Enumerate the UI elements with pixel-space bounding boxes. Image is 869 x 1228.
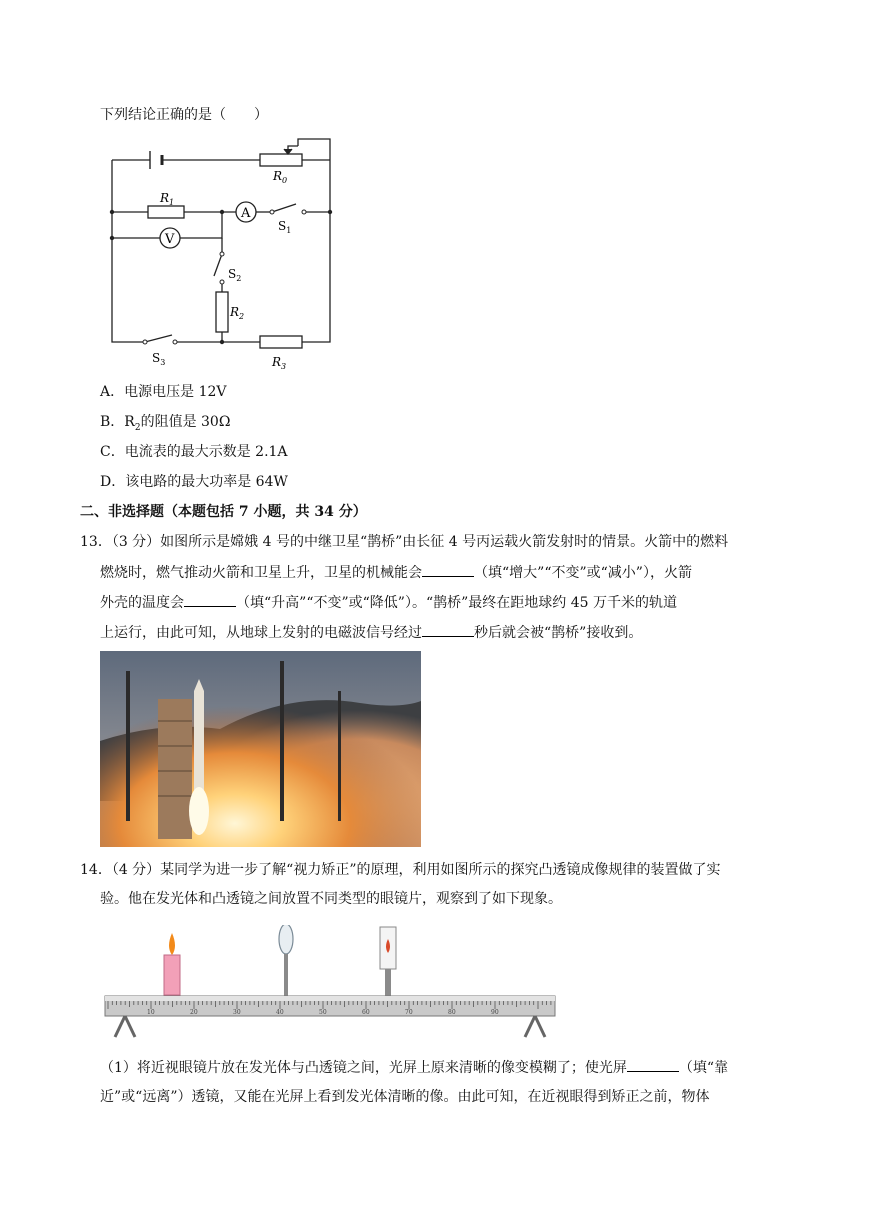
r1-label: R	[160, 191, 170, 205]
convex-lens	[279, 925, 293, 954]
option-a: A．电源电压是 12V	[100, 384, 227, 400]
q14-line-1: 14．（4 分）某同学为进一步了解“视力矫正”的原理，利用如图所示的探究凸透镜成像规律的装置做了实	[80, 862, 721, 878]
s2-sub: 2	[236, 274, 242, 283]
svg-text:R1	[159, 191, 174, 207]
r0-label: R	[273, 169, 283, 183]
option-d: D．该电路的最大功率是 64W	[100, 474, 288, 490]
candle-flame	[169, 933, 175, 955]
circuit-diagram	[100, 132, 345, 372]
ruler-tick-label: 90	[491, 1009, 499, 1016]
r0-sub: 0	[282, 176, 288, 185]
voltmeter-label: V	[165, 232, 175, 247]
q13-line-2: 燃烧时，燃气推动火箭和卫星上升，卫星的机械能会 （填“增大”“不变”或“减小”），火箭	[100, 562, 692, 583]
ruler-tick-label: 10	[147, 1009, 155, 1016]
r2-sub: 2	[239, 312, 245, 321]
answer-blank[interactable]	[422, 622, 474, 637]
s1-sub: 1	[286, 226, 292, 235]
ruler-tick-label: 40	[276, 1009, 284, 1016]
svg-text:S2	[228, 267, 241, 283]
ruler-tick-label: 80	[448, 1009, 456, 1016]
svg-text:S1	[278, 219, 291, 235]
ruler-tick-label: 60	[362, 1009, 370, 1016]
r3-sub: 3	[281, 362, 287, 371]
r1-sub: 1	[169, 198, 175, 207]
question-intro: 下列结论正确的是（ ）	[100, 107, 268, 123]
ruler-tick-label: 70	[405, 1009, 413, 1016]
r2-label: R	[230, 305, 240, 319]
q14-p1-line-2: 近”或“远离”）透镜，又能在光屏上看到发光体清晰的像。由此可知，在近视眼得到矫正之前，物体	[100, 1089, 710, 1105]
q14-p1-line-1: （1）将近视眼镜片放在发光体与凸透镜之间，光屏上原来清晰的像变模糊了；使光屏 （填“靠	[100, 1057, 728, 1078]
answer-blank[interactable]	[627, 1057, 679, 1072]
svg-text:S3	[152, 351, 165, 367]
ruler-tick-label: 20	[190, 1009, 198, 1016]
ruler-tick-label: 50	[319, 1009, 327, 1016]
s3-sub: 3	[160, 358, 166, 367]
option-b: B．$R_2$的阻值是 30Ω	[100, 414, 231, 433]
s1-label: S	[278, 219, 287, 233]
q13-line-3: 外壳的温度会 （填“升高”“不变”或“降低”）。“鹊桥”最终在距地球约 45 万千米的轨道	[100, 592, 677, 613]
q13-line-1: 13．（3 分）如图所示是嫦娥 4 号的中继卫星“鹊桥”由长征 4 号丙运载火箭发射时的情景。火箭中的燃料	[80, 534, 729, 550]
q14-line-2: 验。他在发光体和凸透镜之间放置不同类型的眼镜片，观察到了如下现象。	[100, 891, 562, 907]
rocket-launch-photo	[100, 651, 421, 847]
svg-text:R3	[271, 355, 286, 371]
svg-text:R2	[229, 305, 244, 321]
ammeter-label: A	[241, 206, 251, 221]
s2-label: S	[228, 267, 237, 281]
option-c: C．电流表的最大示数是 2.1A	[100, 444, 288, 460]
q13-line-4: 上运行，由此可知，从地球上发射的电磁波信号经过 秒后就会被“鹊桥”接收到。	[100, 622, 642, 643]
section-heading: 二、非选择题（本题包括 7 小题，共 34 分）	[80, 504, 367, 520]
answer-blank[interactable]	[184, 592, 236, 607]
answer-blank[interactable]	[422, 562, 474, 577]
svg-text:R0	[272, 169, 287, 185]
r3-label: R	[272, 355, 282, 369]
ruler-tick-label: 30	[233, 1009, 241, 1016]
s3-label: S	[152, 351, 161, 365]
candle	[164, 955, 180, 995]
optical-bench-diagram	[100, 925, 560, 1043]
